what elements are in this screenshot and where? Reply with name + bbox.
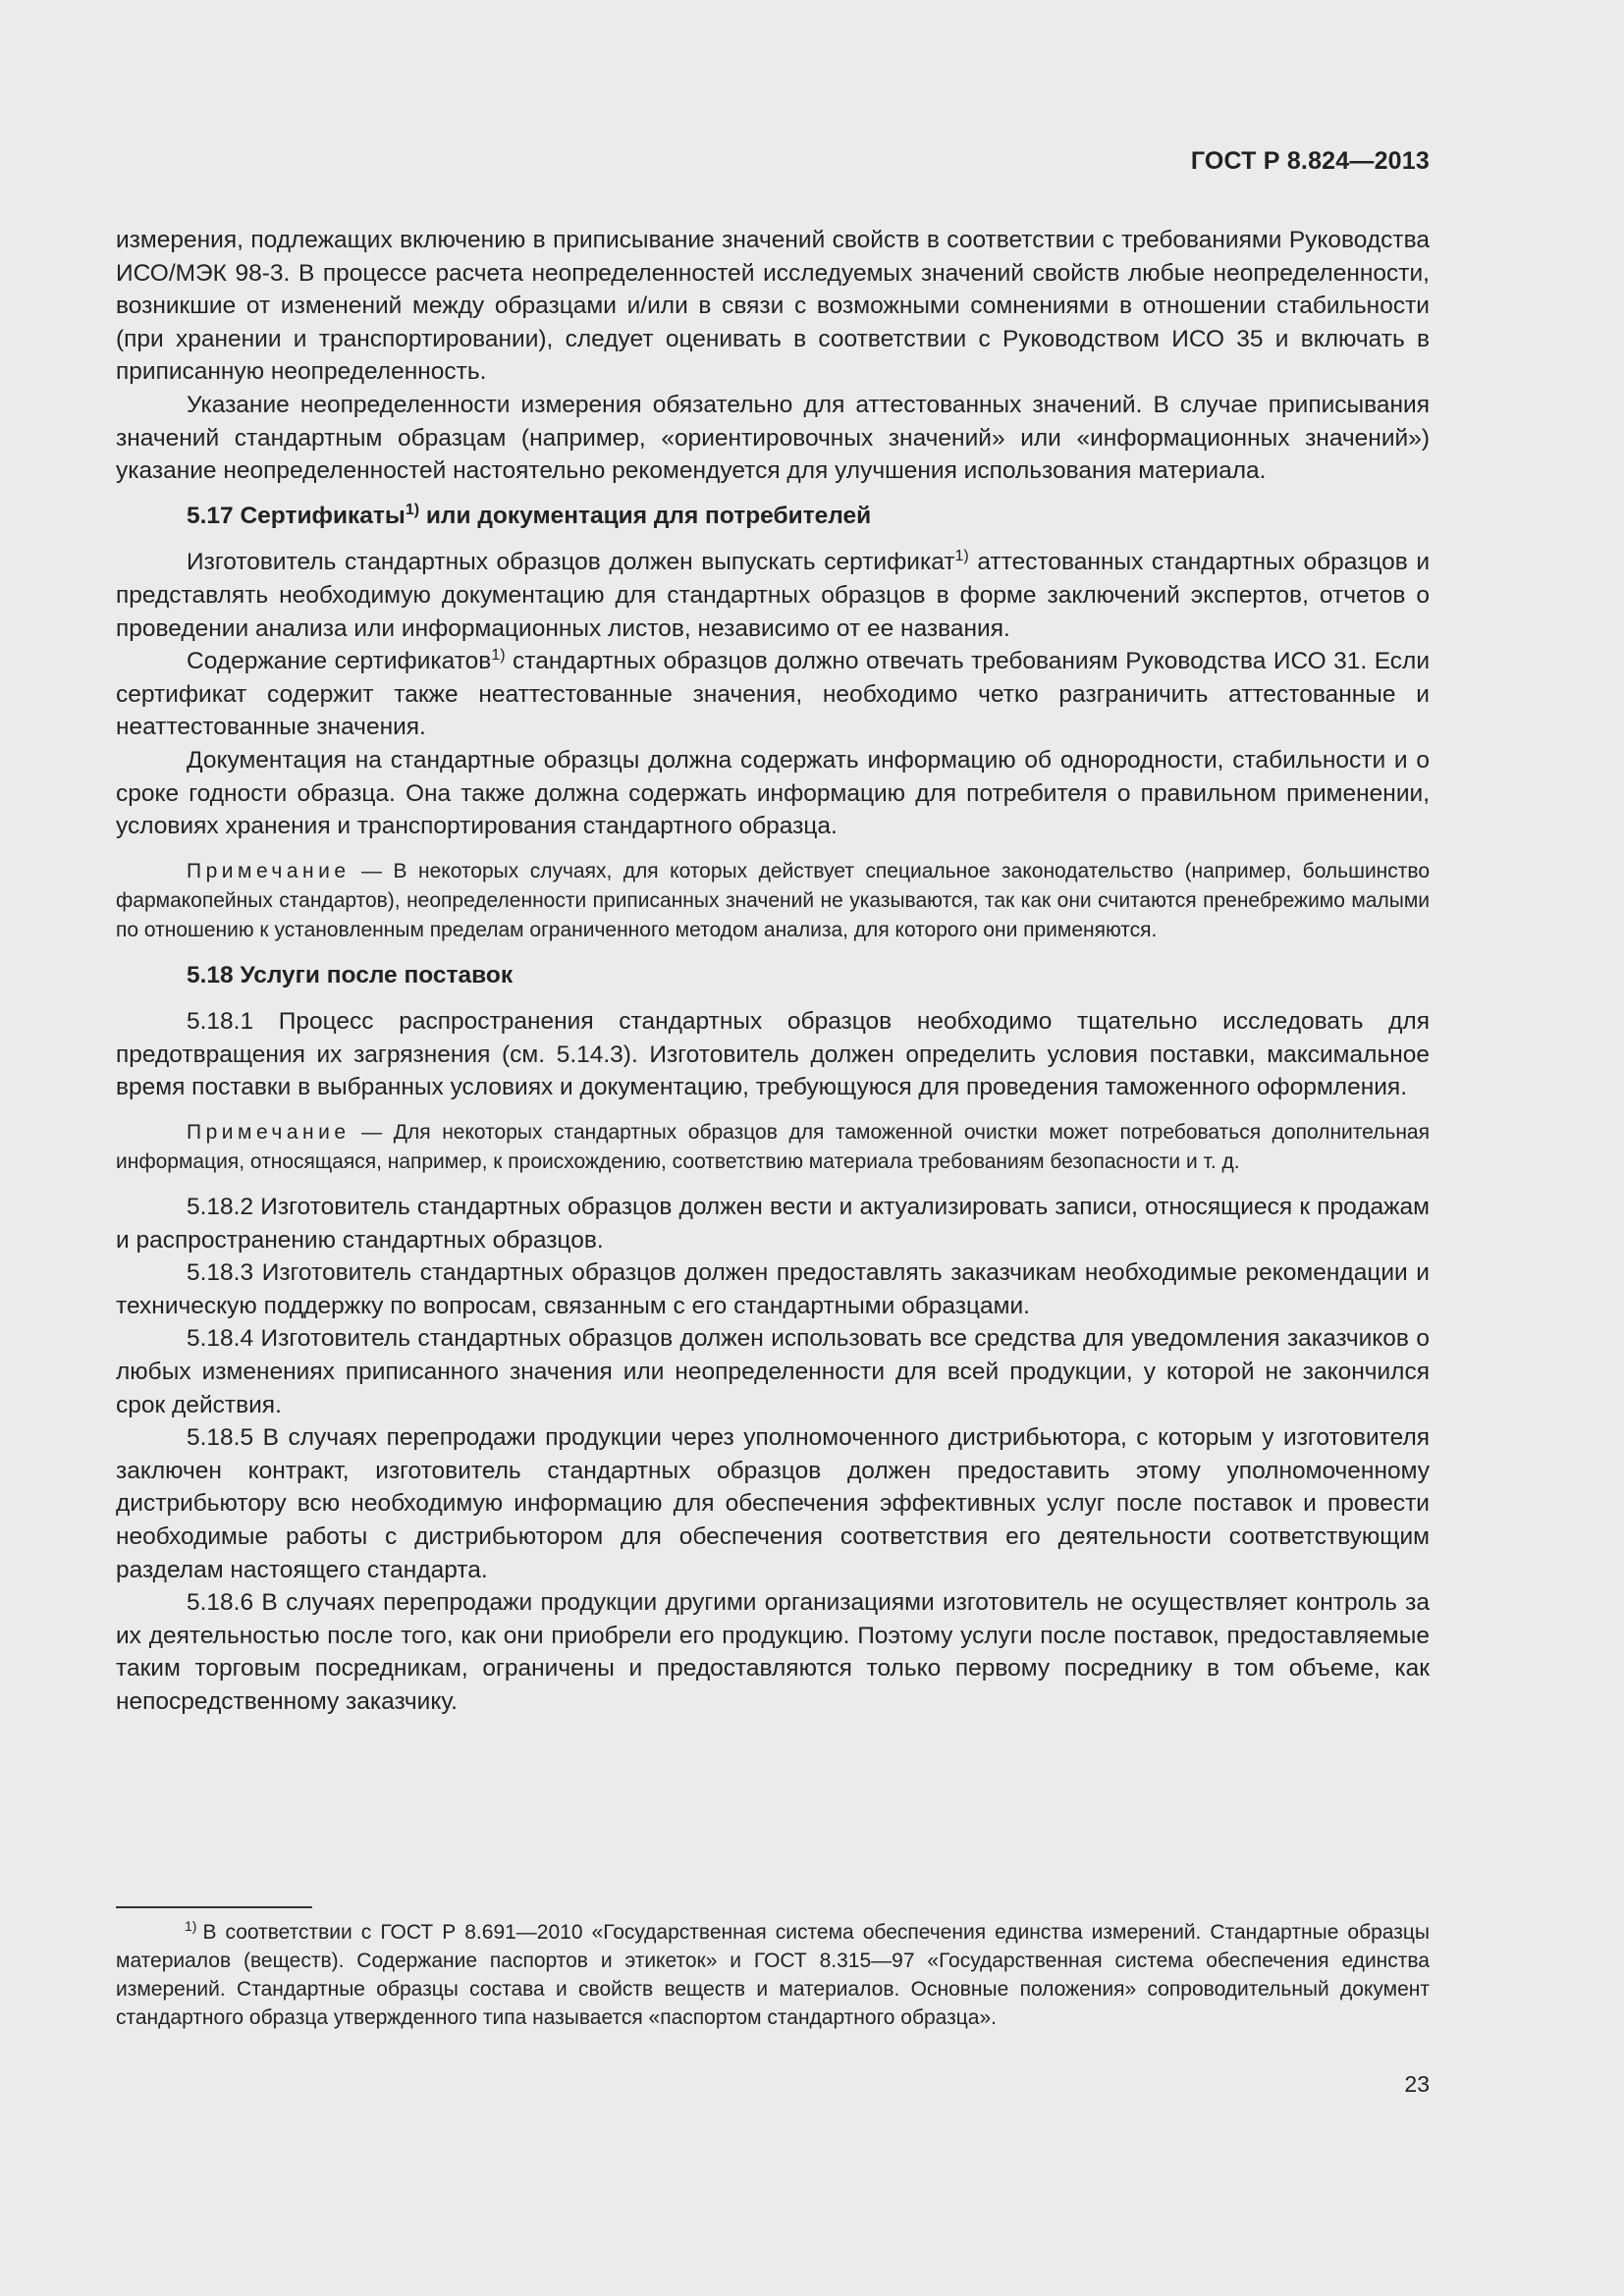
text-run: стандартных образцов должно отвечать требованиям Руководства ИСО 31. Если сертификат содержит также неаттестованные значения, необходимо четко разграничить аттестованные и неаттестованные значения. <box>116 648 1430 741</box>
page-number: 23 <box>1404 2071 1430 2097</box>
section-5-18-2: 5.18.2 Изготовитель стандартных образцов должен вести и актуализировать записи, относящиеся к продажам и распространению стандартных образцов. <box>116 1194 1430 1254</box>
footnote-ref: 1) <box>405 501 420 518</box>
section-5-18-5: 5.18.5 В случаях перепродажи продукции через уполномоченного дистрибьютора, с которым у изготовителя заключен контракт, изготовитель стандартных образцов должен предоставить этому уполномоченному дистрибьютору всю необходимую информацию для обеспечения эффективных услуг после поставок и провести необходимые работы с дистрибьютором для обеспечения соответствия его деятельности соответствующим разделам настоящего стандарта. <box>116 1424 1430 1583</box>
document-code: ГОСТ Р 8.824—2013 <box>1190 147 1430 175</box>
note-1 <box>116 857 1430 945</box>
body-text <box>116 224 1430 1719</box>
text-run: Содержание сертификатов <box>187 648 492 675</box>
note-label: Примечание <box>187 1121 351 1145</box>
text-run: аттестованных стандартных образцов и представлять необходимую документацию для стандартных образцов в форме заключений экспертов, отчетов о проведении анализа или информационных листов, независимо от ее названия. <box>116 549 1431 642</box>
section-5-17-paragraph-1 <box>116 546 1430 645</box>
footnote-ref: 1) <box>491 647 506 665</box>
note-text: — В некоторых случаях, для которых действует специальное законодательство (например, большинство фармакопейных стандартов), неопределенности приписанных значений не указываются, так как они считаются пренебрежимо малыми по отношению к установленным пределам ограниченного методом анализа, для которого они применяются. <box>116 859 1430 941</box>
footnote-ref: 1) <box>954 548 969 565</box>
section-5-18-4: 5.18.4 Изготовитель стандартных образцов должен использовать все средства для уведомления заказчиков о любых изменениях приписанного значения или неопределенности для всей продукции, у которой не закончился срок действия. <box>116 1325 1430 1418</box>
section-5-18-1: 5.18.1 Процесс распространения стандартных образцов необходимо тщательно исследовать для предотвращения их загрязнения (см. 5.14.3). Изготовитель должен определить условия поставки, максимальное время поставки в выбранных условиях и документацию, требующуюся для проведения таможенного оформления. <box>116 1008 1430 1101</box>
section-5-17-title-rest: или документация для потребителей <box>419 502 872 529</box>
text-run: Изготовитель стандартных образцов должен выпускать сертификат <box>187 549 955 576</box>
section-5-17-paragraph-2 <box>116 645 1430 744</box>
footnote <box>116 1918 1430 2032</box>
section-5-17-title-text: 5.17 Сертификаты <box>187 502 406 529</box>
paragraph-intro: измерения, подлежащих включению в приписывание значений свойств в соответствии с требованиями Руководства ИСО/МЭК 98-3. В процессе расчета неопределенностей исследуемых значений свойств любые неопределенности, возникшие от изменений между образцами и/или в связи с возможными сомнениями в отношении стабильности (при хранении и транспортировании), следует оценивать в соответствии с Руководством ИСО 35 и включать в приписанную неопределенность. <box>116 227 1430 386</box>
section-5-18-6: 5.18.6 В случаях перепродажи продукции другими организациями изготовитель не осуществляет контроль за их деятельностью после того, как они приобрели его продукцию. Поэтому услуги после поставок, предоставляемые таким торговым посредникам, ограничены и предоставляются только первому посреднику в том объеме, как непосредственному заказчику. <box>116 1589 1430 1715</box>
section-5-17-title <box>116 500 1430 533</box>
section-5-18-3: 5.18.3 Изготовитель стандартных образцов должен предоставлять заказчикам необходимые рекомендации и техническую поддержку по вопросам, связанным с его стандартными образцами. <box>116 1259 1430 1319</box>
section-5-17-paragraph-3: Документация на стандартные образцы должна содержать информацию об однородности, стабильности и о сроке годности образца. Она также должна содержать информацию для потребителя о правильном применении, условиях хранения и транспортирования стандартного образца. <box>116 746 1430 840</box>
footnote-divider <box>116 1906 312 1908</box>
section-5-18-title: 5.18 Услуги после поставок <box>187 961 514 988</box>
footnote-text: В соответствии с ГОСТ Р 8.691—2010 «Государственная система обеспечения единства измерений. Стандартные образцы материалов (веществ). Содержание паспортов и этикеток» и ГОСТ 8.315—97 «Государственная система обеспечения единства измерений. Стандартные образцы состава и свойств веществ и материалов. Основные положения» сопроводительный документ стандартного образца утвержденного типа называется «паспортом стандартного образца». <box>116 1921 1430 2029</box>
paragraph-uncertainty: Указание неопределенности измерения обязательно для аттестованных значений. В случае приписывания значений стандартным образцам (например, «ориентировочных значений» или «информационных значений») указание неопределенностей настоятельно рекомендуется для улучшения использования материала. <box>116 391 1430 485</box>
note-2 <box>116 1118 1430 1177</box>
note-label: Примечание <box>187 859 351 882</box>
note-text: — Для некоторых стандартных образцов для таможенной очистки может потребоваться дополнительная информация, относящаяся, например, к происхождению, соответствию материала требованиям безопасности и т. д. <box>116 1121 1430 1174</box>
footnote-marker: 1) <box>185 1918 197 1934</box>
